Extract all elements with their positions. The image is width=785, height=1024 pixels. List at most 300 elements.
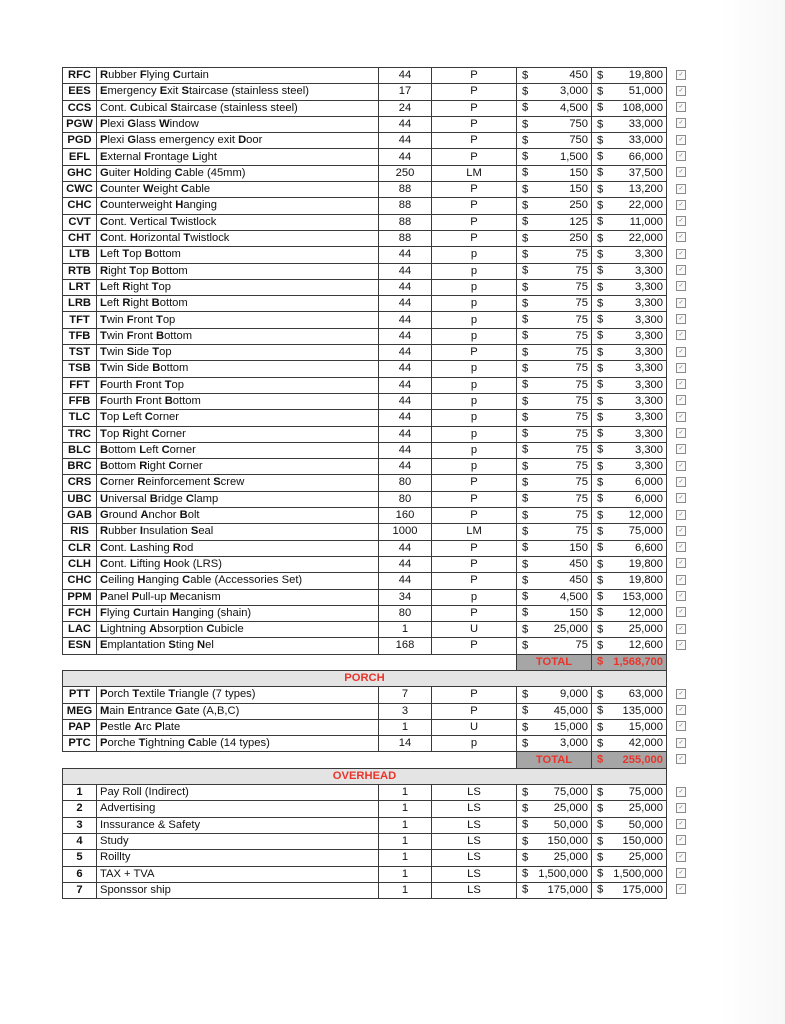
line-total (592, 442, 667, 458)
porch-title: PORCH (63, 670, 667, 686)
unit-price (517, 100, 592, 116)
item-quantity: 14 (379, 736, 432, 752)
currency-symbol: $ (522, 509, 529, 522)
item-code: LRT (63, 279, 97, 295)
currency-symbol: $ (597, 753, 604, 766)
item-quantity: 1000 (379, 524, 432, 540)
row-checkbox-icon[interactable]: ✓ (676, 787, 686, 797)
row-checkbox-icon[interactable]: ✓ (676, 705, 686, 715)
line-total (592, 328, 667, 344)
currency-symbol: $ (597, 476, 604, 489)
item-code: LTB (63, 247, 97, 263)
item-code: UBC (63, 491, 97, 507)
overhead-item-row (63, 801, 667, 817)
item-unit: P (432, 345, 517, 361)
item-code: GHC (63, 165, 97, 181)
row-checkbox-icon[interactable]: ✓ (676, 689, 686, 699)
item-description: Cont. Lashing Rod (97, 540, 379, 556)
unit-price (517, 785, 592, 801)
item-description: Bottom Right Corner (97, 459, 379, 475)
main-item-row (63, 540, 667, 556)
item-code: TST (63, 345, 97, 361)
main-item-row (63, 214, 667, 230)
item-description: Right Top Bottom (97, 263, 379, 279)
item-quantity: 44 (379, 573, 432, 589)
row-checkbox-icon[interactable]: ✓ (676, 167, 686, 177)
item-code: BLC (63, 442, 97, 458)
currency-symbol: $ (522, 720, 529, 733)
unit-price-amount: 1,500 (560, 150, 588, 163)
main-item-row (63, 508, 667, 524)
line-total (592, 182, 667, 198)
unit-price-amount: 250 (569, 199, 588, 212)
row-checkbox-icon[interactable]: ✓ (676, 347, 686, 357)
currency-symbol: $ (522, 346, 529, 359)
item-quantity: 44 (379, 459, 432, 475)
item-description: Counterweight Hanging (97, 198, 379, 214)
row-checkbox-icon[interactable]: ✓ (676, 135, 686, 145)
line-total (592, 573, 667, 589)
main-item-row (63, 165, 667, 181)
main-item-row (63, 116, 667, 132)
line-total-amount: 3,300 (635, 362, 663, 375)
currency-symbol: $ (522, 297, 529, 310)
row-checkbox-icon[interactable]: ✓ (676, 70, 686, 80)
currency-symbol: $ (597, 704, 604, 717)
line-total-amount: 33,000 (628, 117, 663, 130)
item-quantity: 44 (379, 296, 432, 312)
currency-symbol: $ (597, 818, 604, 831)
item-quantity: 1 (379, 850, 432, 866)
line-total-amount: 150,000 (622, 835, 663, 847)
currency-symbol: $ (522, 623, 529, 636)
unit-price (517, 182, 592, 198)
currency-symbol: $ (597, 541, 604, 554)
item-code: CHC (63, 573, 97, 589)
main-item-row (63, 296, 667, 312)
item-quantity: 44 (379, 556, 432, 572)
item-unit: P (432, 182, 517, 198)
item-unit: P (432, 84, 517, 100)
row-checkbox-icon[interactable]: ✓ (676, 835, 686, 845)
item-code: CCS (63, 100, 97, 116)
unit-price (517, 833, 592, 849)
unit-price (517, 801, 592, 817)
item-description: Flying Curtain Hanging (shain) (97, 605, 379, 621)
item-quantity: 44 (379, 149, 432, 165)
item-unit: P (432, 230, 517, 246)
row-checkbox-icon[interactable]: ✓ (676, 884, 686, 894)
unit-price (517, 459, 592, 475)
item-unit: P (432, 149, 517, 165)
item-quantity: 44 (379, 279, 432, 295)
unit-price (517, 850, 592, 866)
row-checkbox-icon[interactable]: ✓ (676, 200, 686, 210)
currency-symbol: $ (597, 313, 604, 326)
blank-cell (63, 752, 517, 768)
line-total-amount: 3,300 (635, 394, 663, 407)
item-unit: p (432, 328, 517, 344)
overhead-title: OVERHEAD (63, 768, 667, 784)
item-code: TLC (63, 410, 97, 426)
main-item-row (63, 149, 667, 165)
unit-price-amount: 150 (569, 166, 588, 179)
unit-price-amount: 75 (575, 443, 588, 456)
item-unit: LS (432, 866, 517, 882)
row-checkbox-icon[interactable]: ✓ (676, 852, 686, 862)
item-unit: LS (432, 801, 517, 817)
currency-symbol: $ (597, 232, 604, 245)
row-checkbox-icon[interactable]: ✓ (676, 298, 686, 308)
main-total-row (63, 654, 667, 670)
currency-symbol: $ (597, 590, 604, 603)
item-unit: P (432, 214, 517, 230)
unit-price-amount: 25,000 (553, 802, 588, 815)
line-total (592, 279, 667, 295)
item-unit: LM (432, 524, 517, 540)
currency-symbol: $ (597, 411, 604, 424)
unit-price-amount: 3,000 (560, 737, 588, 750)
line-total (592, 426, 667, 442)
unit-price-amount: 75 (575, 264, 588, 277)
row-checkbox-icon[interactable]: ✓ (676, 184, 686, 194)
main-item-row (63, 230, 667, 246)
item-unit: P (432, 703, 517, 719)
item-description: Emergency Exit Staircase (stainless steel) (97, 84, 379, 100)
currency-symbol: $ (597, 346, 604, 359)
line-total-amount: 3,300 (635, 460, 663, 473)
item-code: RTB (63, 263, 97, 279)
item-unit: P (432, 605, 517, 621)
line-total-amount: 37,500 (628, 166, 663, 179)
line-total (592, 605, 667, 621)
main-item-row (63, 622, 667, 638)
item-quantity: 88 (379, 198, 432, 214)
line-total-amount: 19,800 (628, 557, 663, 570)
item-unit: P (432, 475, 517, 491)
item-unit: P (432, 116, 517, 132)
currency-symbol: $ (597, 362, 604, 375)
item-description: External Frontage Light (97, 149, 379, 165)
line-total-amount: 3,300 (635, 346, 663, 359)
currency-symbol: $ (522, 232, 529, 245)
item-code: TRC (63, 426, 97, 442)
unit-price-amount: 75 (575, 639, 588, 652)
overhead-section-header (63, 768, 667, 784)
item-code: EES (63, 84, 97, 100)
line-total-amount: 135,000 (622, 704, 663, 717)
line-total (592, 638, 667, 654)
currency-symbol: $ (597, 655, 604, 668)
item-unit: p (432, 393, 517, 409)
row-checkbox-icon[interactable]: ✓ (676, 363, 686, 373)
unit-price (517, 573, 592, 589)
item-quantity: 1 (379, 833, 432, 849)
currency-symbol: $ (597, 802, 604, 815)
row-checkbox-icon[interactable]: ✓ (676, 575, 686, 585)
unit-price-amount: 75 (575, 394, 588, 407)
line-total (592, 230, 667, 246)
currency-symbol: $ (522, 313, 529, 326)
currency-symbol: $ (597, 460, 604, 473)
currency-symbol: $ (522, 786, 529, 799)
item-quantity: 7 (379, 687, 432, 703)
unit-price (517, 442, 592, 458)
line-total (592, 68, 667, 84)
unit-price-amount: 3,000 (560, 85, 588, 98)
currency-symbol: $ (597, 834, 604, 847)
unit-price (517, 230, 592, 246)
unit-price (517, 866, 592, 882)
currency-symbol: $ (597, 525, 604, 538)
currency-symbol: $ (597, 623, 604, 636)
row-checkbox-icon[interactable]: ✓ (676, 803, 686, 813)
unit-price (517, 736, 592, 752)
currency-symbol: $ (522, 427, 529, 440)
unit-price (517, 312, 592, 328)
currency-symbol: $ (522, 541, 529, 554)
unit-price (517, 361, 592, 377)
main-item-row (63, 573, 667, 589)
currency-symbol: $ (522, 606, 529, 619)
item-description: Plexi Glass emergency exit Door (97, 133, 379, 149)
item-code: PPM (63, 589, 97, 605)
currency-symbol: $ (522, 574, 529, 587)
unit-price (517, 84, 592, 100)
item-quantity: 1 (379, 719, 432, 735)
unit-price (517, 133, 592, 149)
line-total (592, 361, 667, 377)
line-total-amount: 19,800 (628, 69, 663, 82)
currency-symbol: $ (522, 329, 529, 342)
line-total-amount: 3,300 (635, 280, 663, 293)
line-total-amount: 6,600 (635, 541, 663, 554)
item-quantity: 44 (379, 426, 432, 442)
unit-price-amount: 75,000 (553, 786, 588, 799)
item-unit: p (432, 247, 517, 263)
row-checkbox-icon[interactable]: ✓ (676, 754, 686, 764)
unit-price (517, 638, 592, 654)
item-code: MEG (63, 703, 97, 719)
row-checkbox-icon[interactable]: ✓ (676, 102, 686, 112)
unit-price (517, 116, 592, 132)
main-item-row (63, 68, 667, 84)
currency-symbol: $ (597, 199, 604, 212)
item-description: Lightning Absorption Cubicle (97, 622, 379, 638)
item-description: Cont. Lifting Hook (LRS) (97, 556, 379, 572)
item-description: Bottom Left Corner (97, 442, 379, 458)
item-description: Pay Roll (Indirect) (97, 785, 379, 801)
item-code: CLR (63, 540, 97, 556)
unit-price (517, 475, 592, 491)
unit-price (517, 817, 592, 833)
overhead-item-row (63, 817, 667, 833)
line-total-amount: 25,000 (628, 851, 663, 864)
item-quantity: 44 (379, 263, 432, 279)
item-code: 5 (63, 850, 97, 866)
currency-symbol: $ (597, 557, 604, 570)
main-item-row (63, 393, 667, 409)
item-description: Ceiling Hanging Cable (Accessories Set) (97, 573, 379, 589)
item-unit: P (432, 540, 517, 556)
row-checkbox-icon[interactable]: ✓ (676, 412, 686, 422)
main-item-row (63, 491, 667, 507)
porch-total-row (63, 752, 667, 768)
item-unit: P (432, 68, 517, 84)
line-total (592, 524, 667, 540)
line-total (592, 165, 667, 181)
row-checkbox-icon[interactable]: ✓ (676, 477, 686, 487)
row-checkbox-icon[interactable]: ✓ (676, 738, 686, 748)
row-checkbox-icon[interactable]: ✓ (676, 542, 686, 552)
row-checkbox-icon[interactable]: ✓ (676, 640, 686, 650)
line-total-amount: 15,000 (628, 720, 663, 733)
item-description: Study (97, 833, 379, 849)
currency-symbol: $ (522, 704, 529, 717)
main-item-row (63, 605, 667, 621)
unit-price-amount: 75 (575, 297, 588, 310)
unit-price-amount: 750 (569, 134, 588, 147)
row-checkbox-icon[interactable]: ✓ (676, 249, 686, 259)
line-total-amount: 3,300 (635, 443, 663, 456)
row-checkbox-icon[interactable]: ✓ (676, 607, 686, 617)
item-quantity: 44 (379, 345, 432, 361)
line-total (592, 556, 667, 572)
line-total (592, 247, 667, 263)
row-checkbox-icon[interactable]: ✓ (676, 558, 686, 568)
row-checkbox-icon[interactable]: ✓ (676, 526, 686, 536)
row-checkbox-icon[interactable]: ✓ (676, 493, 686, 503)
item-code: LAC (63, 622, 97, 638)
currency-symbol: $ (522, 443, 529, 456)
currency-symbol: $ (522, 215, 529, 228)
item-description: Advertising (97, 801, 379, 817)
row-checkbox-icon[interactable]: ✓ (676, 624, 686, 634)
line-total (592, 100, 667, 116)
line-total (592, 540, 667, 556)
row-checkbox-icon[interactable]: ✓ (676, 151, 686, 161)
main-item-row (63, 524, 667, 540)
item-description: Panel Pull-up Mecanism (97, 589, 379, 605)
row-checkbox-icon[interactable]: ✓ (676, 216, 686, 226)
row-checkbox-icon[interactable]: ✓ (676, 444, 686, 454)
row-checkbox-icon[interactable]: ✓ (676, 819, 686, 829)
main-item-row (63, 328, 667, 344)
row-checkbox-icon[interactable]: ✓ (676, 118, 686, 128)
unit-price (517, 198, 592, 214)
currency-symbol: $ (522, 525, 529, 538)
item-code: RIS (63, 524, 97, 540)
currency-symbol: $ (597, 183, 604, 196)
row-checkbox-icon[interactable]: ✓ (676, 721, 686, 731)
row-checkbox-icon[interactable]: ✓ (676, 330, 686, 340)
row-checkbox-icon[interactable]: ✓ (676, 868, 686, 878)
main-item-row (63, 198, 667, 214)
line-total-amount: 42,000 (628, 737, 663, 750)
row-checkbox-icon[interactable]: ✓ (676, 379, 686, 389)
item-unit: P (432, 508, 517, 524)
unit-price-amount: 4,500 (560, 101, 588, 114)
currency-symbol: $ (522, 248, 529, 261)
item-code: FFT (63, 377, 97, 393)
unit-price-amount: 150 (569, 541, 588, 554)
currency-symbol: $ (597, 280, 604, 293)
item-code: FCH (63, 605, 97, 621)
item-quantity: 17 (379, 84, 432, 100)
item-unit: p (432, 736, 517, 752)
row-checkbox-icon[interactable]: ✓ (676, 86, 686, 96)
line-total-amount: 3,300 (635, 297, 663, 310)
currency-symbol: $ (522, 590, 529, 603)
currency-symbol: $ (522, 199, 529, 212)
line-total (592, 133, 667, 149)
item-quantity: 250 (379, 165, 432, 181)
item-unit: LM (432, 165, 517, 181)
unit-price-amount: 25,000 (553, 851, 588, 864)
currency-symbol: $ (522, 851, 529, 864)
unit-price (517, 377, 592, 393)
item-code: CRS (63, 475, 97, 491)
item-description: Rubber Insulation Seal (97, 524, 379, 540)
line-total (592, 508, 667, 524)
row-checkbox-icon[interactable]: ✓ (676, 232, 686, 242)
row-checkbox-icon[interactable]: ✓ (676, 428, 686, 438)
unit-price-amount: 45,000 (553, 704, 588, 717)
item-description: Top Left Corner (97, 410, 379, 426)
unit-price-amount: 75 (575, 378, 588, 391)
unit-price (517, 214, 592, 230)
item-unit: P (432, 133, 517, 149)
line-total-amount: 3,300 (635, 264, 663, 277)
row-checkbox-icon[interactable]: ✓ (676, 265, 686, 275)
item-unit: p (432, 263, 517, 279)
item-unit: P (432, 556, 517, 572)
unit-price-amount: 75 (575, 492, 588, 505)
item-quantity: 160 (379, 508, 432, 524)
item-unit: p (432, 410, 517, 426)
row-checkbox-icon[interactable]: ✓ (676, 591, 686, 601)
line-total (592, 703, 667, 719)
item-description: Rubber Flying Curtain (97, 68, 379, 84)
row-checkbox-icon[interactable]: ✓ (676, 314, 686, 324)
currency-symbol: $ (522, 802, 529, 815)
line-total-amount: 25,000 (628, 623, 663, 636)
overhead-item-row (63, 866, 667, 882)
unit-price (517, 328, 592, 344)
line-total (592, 377, 667, 393)
item-description: Cont. Horizontal Twistlock (97, 230, 379, 246)
main-item-row (63, 312, 667, 328)
currency-symbol: $ (597, 69, 604, 82)
item-quantity: 80 (379, 475, 432, 491)
item-code: CHC (63, 198, 97, 214)
item-description: Emplantation Sting Nel (97, 638, 379, 654)
item-description: Left Top Bottom (97, 247, 379, 263)
currency-symbol: $ (597, 867, 604, 880)
row-checkbox-icon[interactable]: ✓ (676, 461, 686, 471)
item-unit: p (432, 426, 517, 442)
currency-symbol: $ (597, 639, 604, 652)
currency-symbol: $ (597, 492, 604, 505)
currency-symbol: $ (597, 85, 604, 98)
main-item-row (63, 279, 667, 295)
line-total (592, 801, 667, 817)
line-total-amount: 3,300 (635, 411, 663, 424)
row-checkbox-icon[interactable]: ✓ (676, 510, 686, 520)
row-checkbox-icon[interactable]: ✓ (676, 395, 686, 405)
row-checkbox-icon[interactable]: ✓ (676, 281, 686, 291)
item-quantity: 44 (379, 377, 432, 393)
